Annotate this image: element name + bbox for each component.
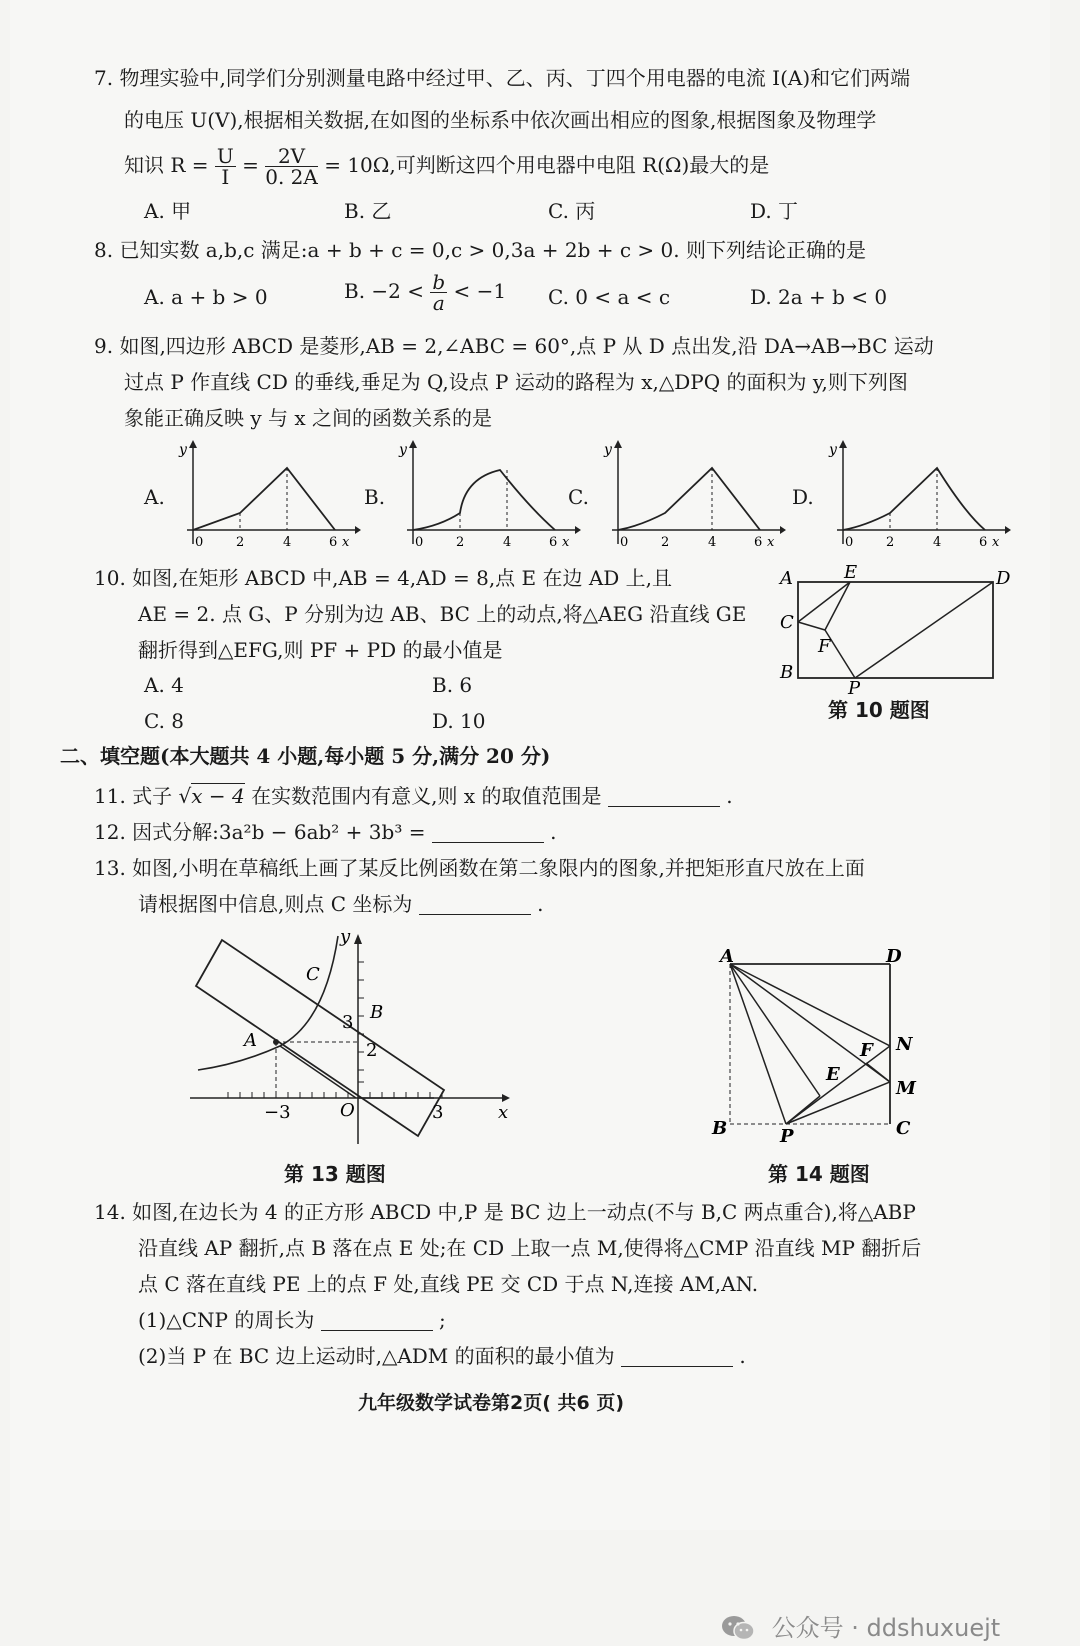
q10-option-a[interactable]: A. 4 (144, 673, 184, 697)
q9-option-c[interactable]: C. (568, 485, 589, 509)
q14-text-3: 点 C 落在直线 PE 上的点 F 处,直线 PE 交 CD 于点 N,连接 AM,AN. (138, 1272, 759, 1296)
q8-option-c[interactable]: C. 0 < a < c (548, 285, 671, 309)
q12 (94, 814, 557, 850)
q12-end: . (550, 820, 557, 844)
q7-option-a[interactable]: A. 甲 (144, 199, 192, 223)
q8-option-a[interactable]: A. a + b > 0 (144, 285, 268, 309)
q9-option-d[interactable]: D. (792, 485, 814, 509)
q7-text-2: 的电压 U(V),根据相关数据,在如图的坐标系中依次画出相应的图象,根据图象及物理学 (124, 108, 877, 132)
q9-option-a[interactable]: A. (144, 485, 165, 509)
label-p: P (848, 678, 861, 699)
axis-x-label: x (562, 535, 570, 550)
axis-x-label: x (498, 1102, 509, 1123)
frac-numerator: b (432, 270, 446, 294)
label-d: D (996, 568, 1011, 589)
wechat-icon (720, 1614, 756, 1642)
q10-option-c[interactable]: C. 8 (144, 709, 185, 733)
q14-sub1 (138, 1302, 446, 1338)
frac-denominator: I (221, 165, 230, 189)
label-d: D (886, 946, 902, 967)
frac-denominator: 0. 2A (265, 165, 318, 189)
tick-6: 6 (754, 535, 763, 550)
label-f: F (860, 1040, 873, 1061)
q11-end: . (726, 784, 733, 808)
page-footer: 九年级数学试卷第2页( 共6 页) (358, 1392, 625, 1414)
q8-option-b-post: < −1 (453, 279, 507, 303)
frac-numerator: 2V (265, 146, 318, 167)
q8-option-b-fraction (430, 272, 447, 313)
q13-end: . (537, 892, 544, 916)
q14-figure (700, 946, 940, 1146)
tick-0: 0 (195, 535, 204, 550)
section2-heading: 二、填空题(本大题共 4 小题,每小题 5 分,满分 20 分) (60, 744, 551, 768)
tick-0: 0 (415, 535, 424, 550)
label-p: P (780, 1126, 794, 1147)
watermark-text: 公众号 · ddshuxuejt (771, 1614, 1001, 1642)
label-c: C (896, 1118, 911, 1139)
q13-text-2: 请根据图中信息,则点 C 坐标为 (138, 892, 413, 916)
q8-option-b[interactable] (344, 272, 506, 313)
q8-text: 已知实数 a,b,c 满足:a + b + c = 0,c > 0,3a + 2b + c > 0. 则下列结论正确的是 (119, 238, 866, 262)
label-a: A (720, 946, 734, 967)
tick-2: 2 (236, 535, 245, 550)
q10-option-d[interactable]: D. 10 (432, 709, 486, 733)
label-b: B (780, 662, 794, 683)
q14-sub1-end: ; (439, 1308, 446, 1332)
axis-y-label: y (340, 926, 351, 947)
q11 (94, 778, 733, 814)
q10-text-2: AE = 2. 点 G、P 分别为边 AB、BC 上的动点,将△AEG 沿直线 GE (138, 602, 747, 626)
q9-graph-d (825, 438, 1010, 550)
q8-option-d[interactable]: D. 2a + b < 0 (750, 285, 888, 309)
q10-text-1: 如图,在矩形 ABCD 中,AB = 4,AD = 8,点 E 在边 AD 上,且 (132, 566, 673, 590)
tick-neg3: −3 (264, 1102, 291, 1123)
q11-post: 在实数范围内有意义,则 x 的取值范围是 (251, 784, 602, 808)
q9-option-b[interactable]: B. (364, 485, 386, 509)
label-e: E (826, 1064, 840, 1085)
axis-y-label: y (399, 442, 407, 458)
axis-x-label: x (767, 535, 775, 550)
q9-line1 (94, 328, 934, 364)
q14-text-2: 沿直线 AP 翻折,点 B 落在点 E 处;在 CD 上取一点 M,使得将△CMP 沿直线 MP 翻折后 (138, 1236, 922, 1260)
q7-formula-pre: 知识 R = (124, 153, 209, 177)
q10-caption: 第 10 题图 (828, 698, 930, 722)
tick-y2: 2 (366, 1040, 378, 1061)
label-b: B (712, 1118, 728, 1139)
label-b: B (370, 1002, 384, 1023)
axis-y-label: y (829, 442, 837, 458)
q14-caption: 第 14 题图 (768, 1162, 870, 1186)
axis-y-label: y (179, 442, 187, 458)
q10-line1 (94, 560, 672, 596)
q10-text-3: 翻折得到△EFG,则 PF + PD 的最小值是 (138, 638, 503, 662)
q7-fraction-values (265, 146, 318, 187)
tick-4: 4 (708, 535, 717, 550)
q10-figure (770, 562, 1011, 699)
q7-formula-post: = 10Ω,可判断这四个用电器中电阻 R(Ω)最大的是 (324, 153, 770, 177)
q12-answer-blank[interactable] (432, 820, 544, 843)
label-n: N (896, 1034, 913, 1055)
q7-line1 (94, 60, 910, 96)
q14-sub1-text: (1)△CNP 的周长为 (138, 1308, 315, 1332)
q7-option-c[interactable]: C. 丙 (548, 199, 596, 223)
q11-number: 11. (94, 784, 126, 808)
tick-6: 6 (979, 535, 988, 550)
q14-sub2-answer-blank[interactable] (621, 1344, 733, 1367)
sqrt-sign: √ (178, 784, 192, 808)
label-o: O (340, 1100, 355, 1121)
q7-fraction-ui (215, 146, 236, 187)
q14-line1 (94, 1194, 916, 1230)
label-m: M (896, 1078, 916, 1099)
axis-y-label: y (604, 442, 612, 458)
label-f: F (818, 636, 831, 657)
q13-answer-blank[interactable] (419, 892, 531, 915)
q12-text: 因式分解:3a²b − 6ab² + 3b³ = (132, 820, 426, 844)
q14-text-1: 如图,在边长为 4 的正方形 ABCD 中,P 是 BC 边上一动点(不与 B,C 两点重合),将△ABP (132, 1200, 916, 1224)
tick-y3: 3 (342, 1012, 354, 1033)
watermark (720, 1608, 1000, 1643)
q14-sub2-end: . (739, 1344, 746, 1368)
q10-option-b[interactable]: B. 6 (432, 673, 473, 697)
frac-numerator: U (216, 144, 234, 168)
tick-6: 6 (329, 535, 338, 550)
q8-number: 8. (94, 238, 114, 262)
q10-number: 10. (94, 566, 126, 590)
q11-pre: 式子 (132, 784, 173, 808)
tick-x3: 3 (432, 1102, 444, 1123)
q9-graph-c (600, 438, 785, 550)
q13-figure (180, 922, 530, 1152)
tick-0: 0 (845, 535, 854, 550)
tick-0: 0 (620, 535, 629, 550)
tick-2: 2 (886, 535, 895, 550)
axis-x-label: x (342, 535, 350, 550)
q13-line1 (94, 850, 865, 886)
q8-stem (94, 232, 866, 268)
tick-4: 4 (503, 535, 512, 550)
label-a: A (244, 1030, 257, 1051)
q12-number: 12. (94, 820, 126, 844)
q7-option-d[interactable]: D. 丁 (750, 199, 799, 223)
q13-text-1: 如图,小明在草稿纸上画了某反比例函数在第二象限内的图象,并把矩形直尺放在上面 (132, 856, 865, 880)
q7-text-1: 物理实验中,同学们分别测量电路中经过甲、乙、丙、丁四个用电器的电流 I(A)和它们两端 (119, 66, 911, 90)
axis-x-label: x (992, 535, 1000, 550)
q13-caption: 第 13 题图 (284, 1162, 386, 1186)
q9-text-3: 象能正确反映 y 与 x 之间的函数关系的是 (124, 406, 493, 430)
q13-number: 13. (94, 856, 126, 880)
q8-option-b-pre: B. −2 < (344, 279, 425, 303)
q9-text-1: 如图,四边形 ABCD 是菱形,AB = 2,∠ABC = 60°,点 P 从 D 点出发,沿 DA→AB→BC 运动 (119, 334, 934, 358)
tick-4: 4 (283, 535, 292, 550)
q7-equals: = (242, 153, 259, 177)
tick-4: 4 (933, 535, 942, 550)
label-c: C (306, 964, 320, 985)
q11-radicand: x − 4 (191, 784, 245, 808)
label-e: E (844, 562, 858, 583)
q14-sub1-answer-blank[interactable] (321, 1308, 433, 1331)
tick-2: 2 (661, 535, 670, 550)
q7-option-b[interactable]: B. 乙 (344, 199, 392, 223)
q13-line2 (138, 886, 543, 922)
q9-number: 9. (94, 334, 114, 358)
q14-sub2-text: (2)当 P 在 BC 边上运动时,△ADM 的面积的最小值为 (138, 1344, 615, 1368)
q7-number: 7. (94, 66, 114, 90)
q9-graph-a (175, 438, 360, 550)
frac-denominator: a (432, 291, 445, 315)
q7-line3 (124, 146, 769, 187)
q9-text-2: 过点 P 作直线 CD 的垂线,垂足为 Q,设点 P 运动的路程为 x,△DPQ 的面积为 y,则下列图 (124, 370, 908, 394)
q14-sub2 (138, 1338, 746, 1374)
label-c: C (780, 612, 794, 633)
q11-answer-blank[interactable] (608, 784, 720, 807)
tick-2: 2 (456, 535, 465, 550)
q9-graph-b (395, 438, 580, 550)
tick-6: 6 (549, 535, 558, 550)
exam-page (10, 0, 1050, 1530)
label-a: A (780, 568, 793, 589)
q14-number: 14. (94, 1200, 126, 1224)
